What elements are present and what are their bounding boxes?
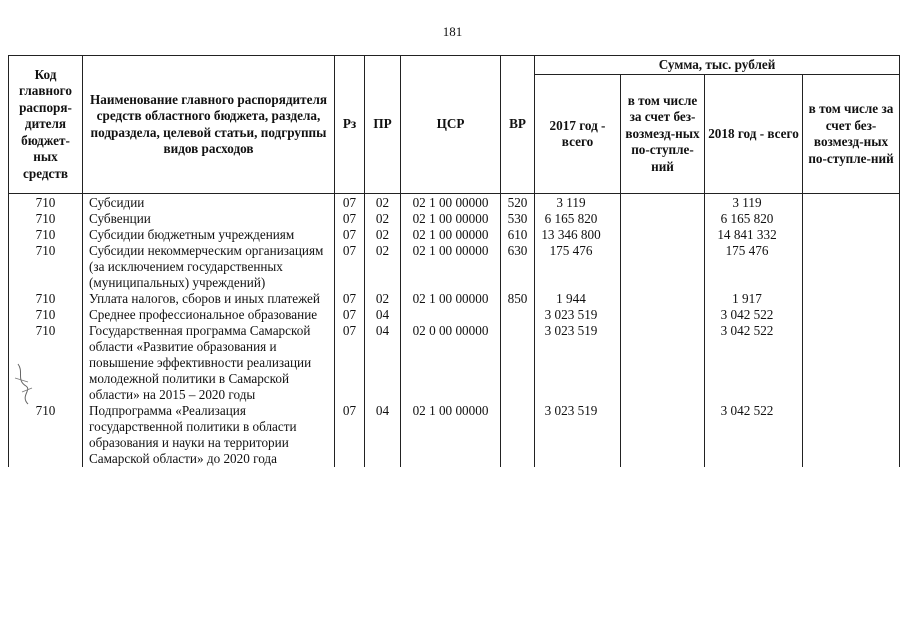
cell-y2018-total: 3 042 522	[705, 323, 803, 403]
header-code: Код главного распоря-дителя бюджет-ных средств	[9, 56, 83, 194]
cell-y2017-total: 3 023 519	[535, 403, 621, 467]
cell-name: Среднее профессиональное образование	[83, 307, 335, 323]
cell-y2017-grants	[621, 291, 705, 307]
budget-table	[8, 55, 900, 467]
table-row	[9, 403, 900, 467]
cell-vr: 610	[501, 227, 535, 243]
cell-vr: 520	[501, 194, 535, 212]
cell-pr: 04	[365, 323, 401, 403]
cell-rz: 07	[335, 243, 365, 291]
cell-y2018-grants	[803, 211, 900, 227]
cell-y2017-grants	[621, 243, 705, 291]
cell-y2017-grants	[621, 194, 705, 212]
cell-pr: 02	[365, 194, 401, 212]
cell-y2018-total: 14 841 332	[705, 227, 803, 243]
header-name: Наименование главного распорядителя средств областного бюджета, раздела, подраздела, целевой статьи, подгруппы видов расходов	[83, 56, 335, 194]
table-row	[9, 323, 900, 403]
cell-rz: 07	[335, 211, 365, 227]
cell-code: 710	[9, 227, 83, 243]
header-vr: ВР	[501, 56, 535, 194]
cell-code: 710	[9, 194, 83, 212]
cell-csr: 02 1 00 00000	[401, 194, 501, 212]
cell-csr: 02 1 00 00000	[401, 243, 501, 291]
cell-csr: 02 0 00 00000	[401, 323, 501, 403]
cell-y2017-total: 3 119	[535, 194, 621, 212]
cell-y2018-total: 175 476	[705, 243, 803, 291]
header-2017-total: 2017 год - всего	[535, 75, 621, 194]
cell-csr: 02 1 00 00000	[401, 403, 501, 467]
cell-pr: 02	[365, 211, 401, 227]
cell-y2018-total: 3 042 522	[705, 307, 803, 323]
cell-vr: 530	[501, 211, 535, 227]
table-row	[9, 227, 900, 243]
cell-y2018-grants	[803, 227, 900, 243]
cell-y2017-grants	[621, 211, 705, 227]
cell-y2017-total: 3 023 519	[535, 307, 621, 323]
cell-pr: 04	[365, 403, 401, 467]
cell-y2017-total: 6 165 820	[535, 211, 621, 227]
cell-name: Субвенции	[83, 211, 335, 227]
header-2018-total: 2018 год - всего	[705, 75, 803, 194]
cell-vr	[501, 323, 535, 403]
cell-csr: 02 1 00 00000	[401, 227, 501, 243]
cell-rz: 07	[335, 307, 365, 323]
cell-y2018-total: 6 165 820	[705, 211, 803, 227]
header-csr: ЦСР	[401, 56, 501, 194]
cell-vr: 630	[501, 243, 535, 291]
cell-name: Субсидии бюджетным учреждениям	[83, 227, 335, 243]
cell-csr	[401, 307, 501, 323]
cell-y2018-grants	[803, 403, 900, 467]
table-row	[9, 307, 900, 323]
cell-y2017-total: 13 346 800	[535, 227, 621, 243]
cell-pr: 02	[365, 227, 401, 243]
table-row	[9, 243, 900, 291]
cell-vr: 850	[501, 291, 535, 307]
page-number: 181	[442, 24, 463, 39]
cell-y2017-grants	[621, 307, 705, 323]
cell-code: 710	[9, 323, 83, 403]
cell-rz: 07	[335, 291, 365, 307]
cell-vr	[501, 307, 535, 323]
table-body	[9, 194, 900, 468]
cell-y2018-total: 1 917	[705, 291, 803, 307]
cell-code: 710	[9, 403, 83, 467]
cell-pr: 04	[365, 307, 401, 323]
cell-code: 710	[9, 211, 83, 227]
cell-y2017-grants	[621, 323, 705, 403]
cell-y2017-grants	[621, 403, 705, 467]
cell-y2017-total: 3 023 519	[535, 323, 621, 403]
cell-y2017-total: 1 944	[535, 291, 621, 307]
pen-mark-icon	[12, 358, 40, 410]
cell-y2018-grants	[803, 291, 900, 307]
cell-name: Уплата налогов, сборов и иных платежей	[83, 291, 335, 307]
cell-y2018-grants	[803, 243, 900, 291]
cell-name: Субсидии	[83, 194, 335, 212]
cell-y2018-grants	[803, 194, 900, 212]
cell-y2018-total: 3 119	[705, 194, 803, 212]
table-row	[9, 194, 900, 212]
header-2018-grants: в том числе за счет без-возмезд-ных по-ступле-ний	[803, 75, 900, 194]
cell-y2018-grants	[803, 307, 900, 323]
cell-pr: 02	[365, 243, 401, 291]
cell-code: 710	[9, 243, 83, 291]
cell-code: 710	[9, 307, 83, 323]
cell-name: Субсидии некоммерческим организациям (за исключением государственных (муниципальных) учреждений)	[83, 243, 335, 291]
cell-rz: 07	[335, 194, 365, 212]
table-row	[9, 211, 900, 227]
cell-csr: 02 1 00 00000	[401, 211, 501, 227]
header-rz: Рз	[335, 56, 365, 194]
cell-pr: 02	[365, 291, 401, 307]
cell-csr: 02 1 00 00000	[401, 291, 501, 307]
cell-rz: 07	[335, 323, 365, 403]
cell-code: 710	[9, 291, 83, 307]
cell-y2018-total: 3 042 522	[705, 403, 803, 467]
header-sum: Сумма, тыс. рублей	[535, 56, 900, 75]
cell-vr	[501, 403, 535, 467]
cell-y2017-grants	[621, 227, 705, 243]
cell-y2018-grants	[803, 323, 900, 403]
table-row	[9, 291, 900, 307]
header-row-top	[9, 56, 900, 75]
header-pr: ПР	[365, 56, 401, 194]
header-2017-grants: в том числе за счет без-возмезд-ных по-ступле-ний	[621, 75, 705, 194]
cell-rz: 07	[335, 403, 365, 467]
cell-name: Подпрограмма «Реализация государственной политики в области образования и науки на территории Самарской области» до 2020 года	[83, 403, 335, 467]
cell-rz: 07	[335, 227, 365, 243]
cell-name: Государственная программа Самарской области «Развитие образования и повышение эффективности реализации молодежной политики в Самарской области» на 2015 – 2020 годы	[83, 323, 335, 403]
cell-y2017-total: 175 476	[535, 243, 621, 291]
